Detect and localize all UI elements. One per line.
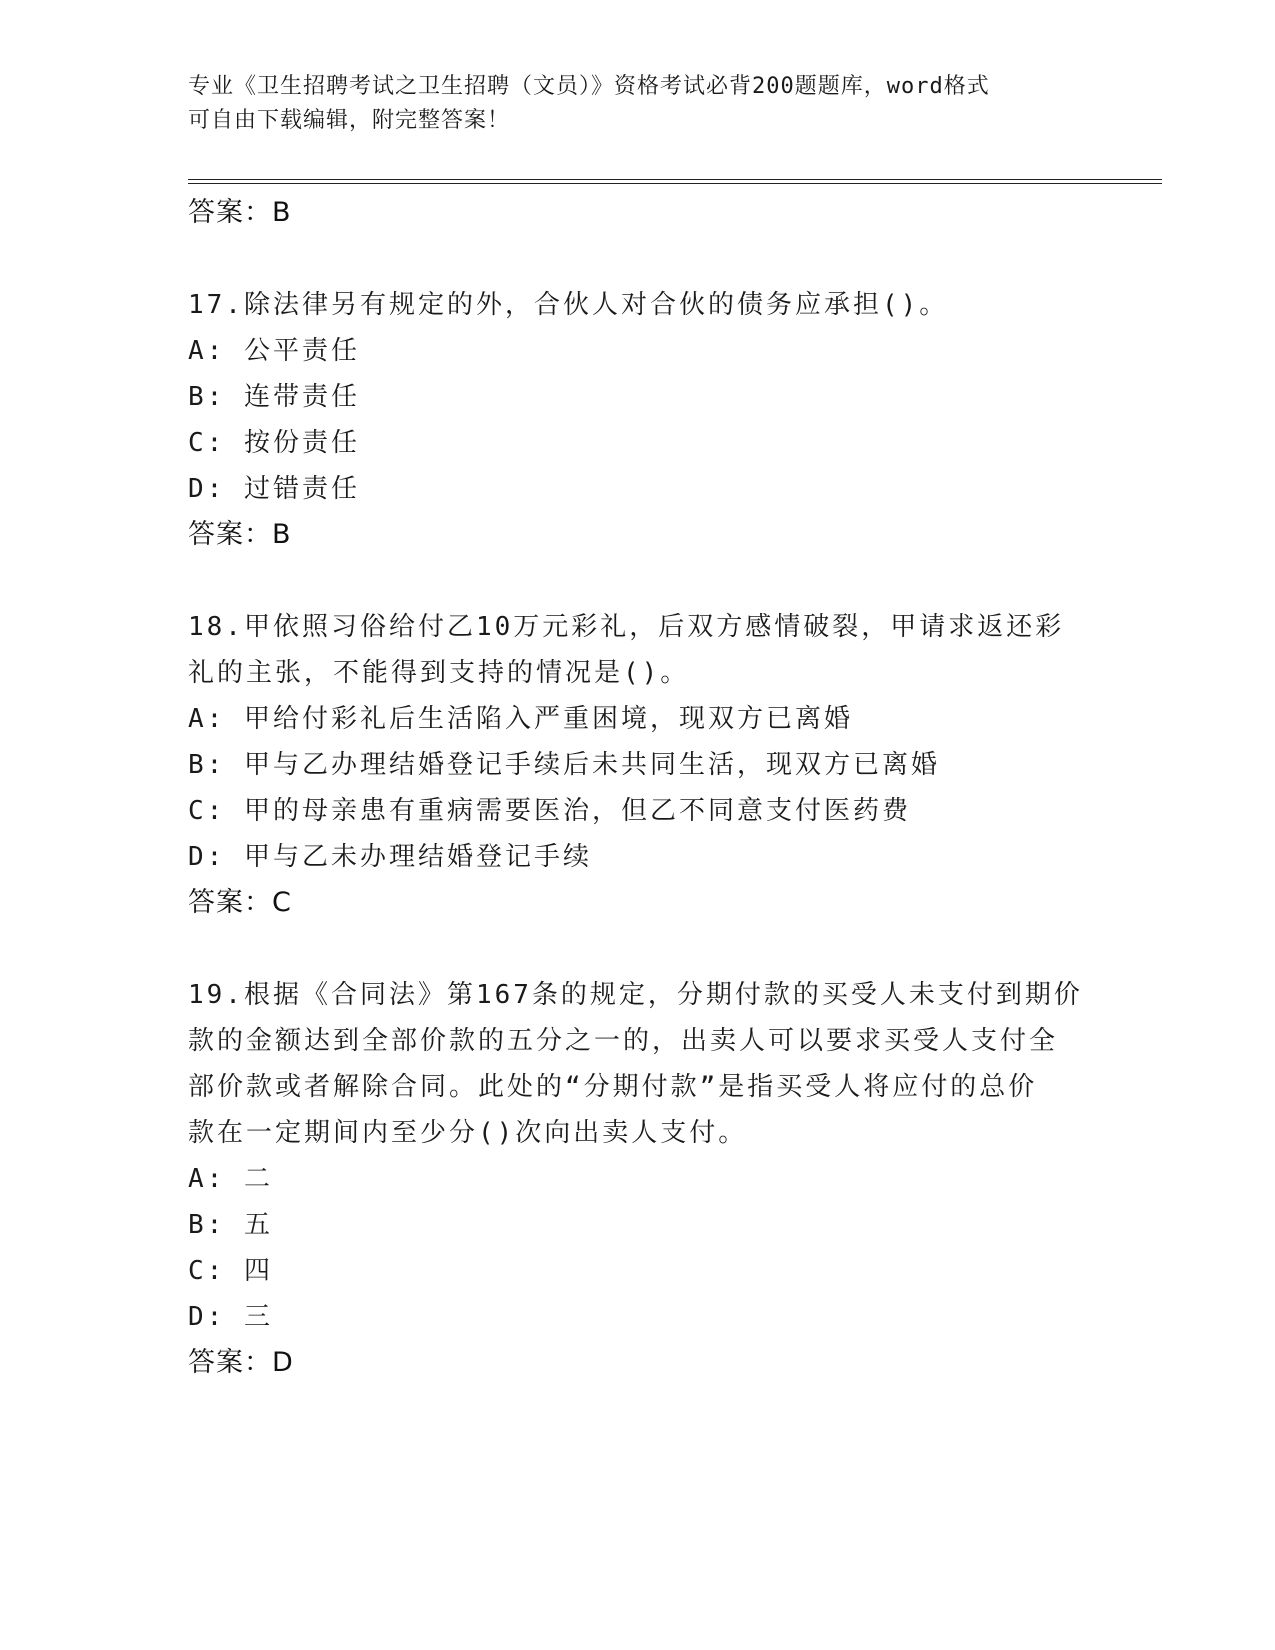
answer-line: 答案：B <box>188 197 292 228</box>
question-19 <box>188 972 1088 1386</box>
option-a: A: 甲给付彩礼后生活陷入严重困境，现双方已离婚 <box>188 704 853 734</box>
option-c: C: 四 <box>188 1256 273 1286</box>
header-line-2: 可自由下载编辑，附完整答案！ <box>188 108 511 133</box>
option-c: C: 甲的母亲患有重病需要医治，但乙不同意支付医药费 <box>188 796 911 826</box>
option-a: A: 公平责任 <box>188 336 360 366</box>
question-text: 款的金额达到全部价款的五分之一的，出卖人可以要求买受人支付全 <box>188 1026 1059 1056</box>
answer-line: 答案：D <box>188 1347 294 1378</box>
question-text: 礼的主张，不能得到支持的情况是()。 <box>188 658 690 688</box>
question-18 <box>188 604 1088 926</box>
question-17 <box>188 282 1088 558</box>
question-list <box>188 190 1088 1386</box>
answer-line: 答案：C <box>188 887 292 918</box>
question-text: 19.根据《合同法》第167条的规定，分期付款的买受人未支付到期价 <box>188 980 1083 1010</box>
header-rule-bottom <box>188 183 1162 184</box>
option-d: D: 过错责任 <box>188 474 360 504</box>
answer-line: 答案：B <box>188 519 292 550</box>
option-c: C: 按份责任 <box>188 428 360 458</box>
question-text: 款在一定期间内至少分()次向出卖人支付。 <box>188 1118 748 1148</box>
question-text: 18.甲依照习俗给付乙10万元彩礼，后双方感情破裂，甲请求返还彩 <box>188 612 1065 642</box>
option-b: B: 五 <box>188 1210 273 1240</box>
option-a: A: 二 <box>188 1164 273 1194</box>
option-b: B: 连带责任 <box>188 382 360 412</box>
option-b: B: 甲与乙办理结婚登记手续后未共同生活，现双方已离婚 <box>188 750 940 780</box>
option-d: D: 甲与乙未办理结婚登记手续 <box>188 842 592 872</box>
question-text: 17.除法律另有规定的外，合伙人对合伙的债务应承担()。 <box>188 290 949 320</box>
header-rule-top <box>188 179 1162 180</box>
header-line-1: 专业《卫生招聘考试之卫生招聘（文员）》资格考试必背200题题库，word格式 <box>188 74 990 99</box>
question-text: 部价款或者解除合同。此处的“分期付款”是指买受人将应付的总价 <box>188 1072 1038 1102</box>
page-header <box>188 70 1088 138</box>
option-d: D: 三 <box>188 1302 273 1332</box>
